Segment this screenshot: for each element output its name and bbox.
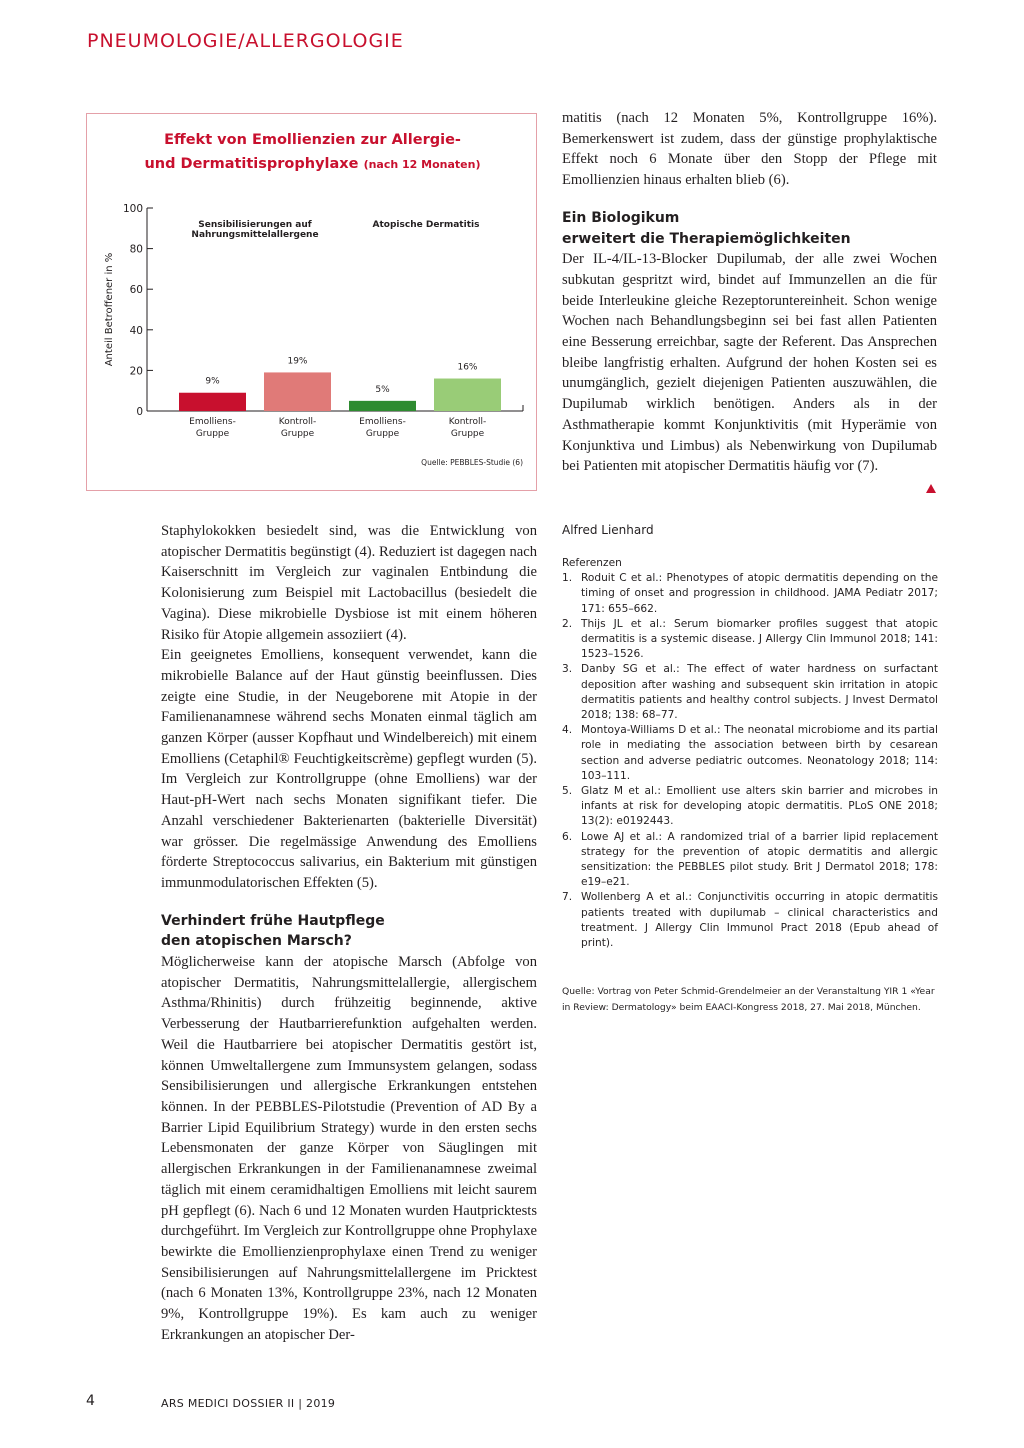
reference-item [562, 830, 938, 891]
left-column [161, 521, 537, 1345]
group-label-sensibilisierung: Nahrungsmittelallergene [191, 230, 319, 240]
reference-number: 2. [562, 617, 573, 630]
x-category-label: Kontroll- [278, 417, 317, 427]
y-tick-label: 0 [136, 406, 143, 418]
chart-title-sub: (nach 12 Monaten) [363, 158, 481, 171]
reference-item [562, 571, 938, 617]
reference-text: Thijs JL et al.: Serum biomarker profiles suggest that atopic dermatitis is a systemic disease. J Allergy Clin Immunol 2018; 141: 1523–1526. [581, 617, 938, 661]
references [562, 556, 938, 951]
bar-value-label: 16% [457, 362, 478, 373]
bar-chart [87, 114, 538, 492]
subheading-hautpflege [161, 911, 537, 952]
y-tick-label: 40 [129, 324, 143, 337]
reference-item [562, 662, 938, 723]
reference-item [562, 784, 938, 830]
reference-number: 4. [562, 724, 573, 737]
x-category-label: Emolliens- [189, 417, 236, 427]
subheading-line: Verhindert frühe Hautpflege [161, 912, 385, 929]
x-category-label: Gruppe [365, 429, 400, 439]
reference-text: Montoya-Williams D et al.: The neonatal microbiome and its partial role in mediating the association between birth by cesarean section and adverse pediatric outcomes. Neonatology 2018; 114: 103–111. [581, 724, 938, 782]
subheading-line: erweitert die Therapiemöglichkeiten [562, 230, 851, 247]
paragraph: Staphylokokken besiedelt sind, was die Entwicklung von atopischer Dermatitis begünstigt (4). Reduziert ist dagegen nach Kaiserschnitt im Vergleich zur vaginalen Entbindung die Kolonisierung zum Beispiel mit Lactobacillus (besiedelt die Vagina). Diese mikrobielle Dysbiose ist mit einem höheren Risiko für Atopie allgemein assoziiert (4). [161, 523, 537, 643]
reference-item [562, 890, 938, 951]
y-axis-label: Anteil Betroffener in % [104, 252, 115, 367]
reference-text: Danby SG et al.: The effect of water hardness on surfactant deposition after washing and subsequent skin irritation in atopic dermatitis patients and healthy control subjects. J Invest Dermatol 2018; 138: 68–77. [581, 663, 938, 722]
paragraph: Ein geeignetes Emolliens, konsequent verwendet, kann die mikrobielle Balance auf der Haut günstig beeinflussen. Dies zeigte eine Studie, in der Neugeborene mit Atopie in der Familienanamnese während sechs Monaten einmal täglich am ganzen Körper (ausser Kopfhaut und Windelbereich) mit einem Emolliens (Cetaphil® Feuchtigkeitscrème) gepflegt wurden (5). Im Vergleich zur Kontrollgruppe (ohne Emolliens) war der Haut-pH-Wert nach sechs Monaten signifikant tiefer. Die Anzahl verschiedener Bakterienarten (bakterielle Diversität) war grösser. Die regelmässige Anwendung des Emolliens förderte Streptococcus salivarius, ein Bakterium mit günstigen immunmodulatorischen Effekten (5). [161, 647, 537, 891]
references-list [562, 571, 938, 951]
x-category-label: Emolliens- [359, 417, 406, 427]
reference-text: Roduit C et al.: Phenotypes of atopic dermatitis depending on the timing of onset and progression in childhood. JAMA Pediatr 2017; 171: 655–662. [581, 572, 938, 615]
group-label-sensibilisierung: Sensibilisierungen auf [198, 220, 312, 230]
bar [349, 401, 416, 411]
chart-box [86, 113, 537, 491]
reference-number: 7. [562, 891, 573, 904]
subheading-line: den atopischen Marsch? [161, 933, 352, 950]
paragraph: matitis (nach 12 Monaten 5%, Kontrollgruppe 16%). Bemerkenswert ist zudem, dass der günstige prophylaktische Effekt noch 6 Monate über den Stopp der Pflege mit Emollienzien hinaus erhalten blieb (6). [562, 110, 937, 189]
bar [434, 379, 501, 411]
y-tick-label: 20 [129, 365, 143, 378]
source-note: Quelle: Vortrag von Peter Schmid-Grendelmeier an der Veranstaltung YIR 1 «Year in Review: Dermatology» beim EAACI-Kongress 2018, 27. Mai 2018, München. [562, 986, 935, 1013]
reference-text: Glatz M et al.: Emollient use alters skin barrier and microbes in infants at risk for developing atopic dermatitis. PLoS ONE 2018; 13(2): e0192443. [581, 785, 938, 828]
chart-title-line1: Effekt von Emollienzien zur Allergie- [164, 132, 461, 148]
end-triangle-icon [926, 484, 936, 493]
chart-source: Quelle: PEBBLES-Studie (6) [421, 458, 523, 467]
reference-text: Lowe AJ et al.: A randomized trial of a barrier lipid replacement strategy for the prevention of atopic dermatitis and allergic sensitization: the PEBBLES pilot study. Brit J Dermatol 2018; 178: e19–e21. [581, 830, 938, 889]
group-label-dermatitis: Atopische Dermatitis [372, 220, 480, 230]
x-category-label: Kontroll- [448, 417, 487, 427]
reference-item [562, 617, 938, 663]
x-category-label: Gruppe [195, 429, 230, 439]
bar-value-label: 5% [375, 384, 390, 395]
bar [179, 393, 246, 411]
x-category-label: Gruppe [450, 429, 485, 439]
y-tick-label: 60 [129, 284, 143, 297]
bar-value-label: 9% [205, 376, 220, 387]
x-category-label: Gruppe [280, 429, 315, 439]
chart-title-line2: und Dermatitisprophylaxe [144, 156, 359, 172]
y-tick-label: 80 [129, 243, 143, 256]
author: Alfred Lienhard [562, 523, 654, 537]
reference-item [562, 723, 938, 784]
page-number: 4 [86, 1393, 95, 1409]
right-column-top [562, 108, 937, 477]
reference-number: 6. [562, 830, 573, 843]
journal-footer: ARS MEDICI DOSSIER II | 2019 [161, 1397, 336, 1410]
bar-value-label: 19% [287, 356, 308, 367]
paragraph: Der IL-4/IL-13-Blocker Dupilumab, der alle zwei Wochen subkutan gespritzt wird, bindet auf Immunzellen an die für beide Interleukine gleiche Rezeptoruntereinheit. Schon wenige Wochen nach Behandlungsbeginn sei bei fast allen Patienten eine Besserung erreichbar, sagte der Referent. Das Ansprechen bleibe langfristig erhalten. Aufgrund der hohen Kosten sei es unumgänglich, gezielt diejenigen Patienten auszuwählen, die Dupilumab wirklich benötigen. Anders als in der Asthmatherapie kommt Konjunktivitis (mit Hyperämie von Konjunktiva und Limbus) als Nebenwirkung von Dupilumab bei Patienten mit atopischer Dermatitis häufig vor (7). [562, 251, 937, 475]
references-title: Referenzen [562, 557, 622, 569]
subheading-biologikum [562, 208, 937, 249]
subheading-line: Ein Biologikum [562, 209, 680, 226]
bar [264, 372, 331, 411]
section-header: PNEUMOLOGIE/ALLERGOLOGIE [87, 30, 404, 52]
y-tick-label: 100 [122, 203, 143, 215]
reference-number: 5. [562, 785, 573, 798]
reference-text: Wollenberg A et al.: Conjunctivitis occurring in atopic dermatitis patients treated with dupilumab – clinical characteristics and treatment. J Allergy Clin Immunol Pract 2018 (Epub ahead of print). [581, 891, 938, 950]
reference-number: 3. [562, 663, 573, 676]
reference-number: 1. [562, 572, 573, 585]
paragraph: Möglicherweise kann der atopische Marsch (Abfolge von atopischer Dermatitis, Nahrungsmittelallergie, allergischem Asthma/Rhinitis) durch frühzeitig beginnende, aktive Verbesserung der Hautbarrierefunktion aufgehalten werden. Weil die Hautbarriere bei atopischer Dermatitis gestört ist, können Umweltallergene zum Immunsystem gelangen, sodass Sensibilisierungen und allergische Erkrankungen entstehen können. In der PEBBLES-Pilotstudie (Prevention of AD By a Barrier Lipid Equilibrium Strategy) wurde in den ersten sechs Lebensmonaten der ganze Körper von Säuglingen mit allergischen Erkrankungen in der Familienanamnese zweimal täglich mit einem ceramidhaltigen Emolliens mit leicht saurem pH gepflegt (6). Nach 6 und 12 Monaten wurden Hautpricktests durchgeführt. Im Vergleich zur Kontrollgruppe ohne Prophylaxe bewirkte die Emollienzienprophylaxe einen Trend zu weniger Sensibilisierungen auf Nahrungsmittelallergene im Pricktest (nach 6 Monaten 13%, Kontrollgruppe 23%, nach 12 Monaten 9%, Kontrollgruppe 19%). Es kam auch zu weniger Erkrankungen an atopischer Der- [161, 954, 537, 1343]
